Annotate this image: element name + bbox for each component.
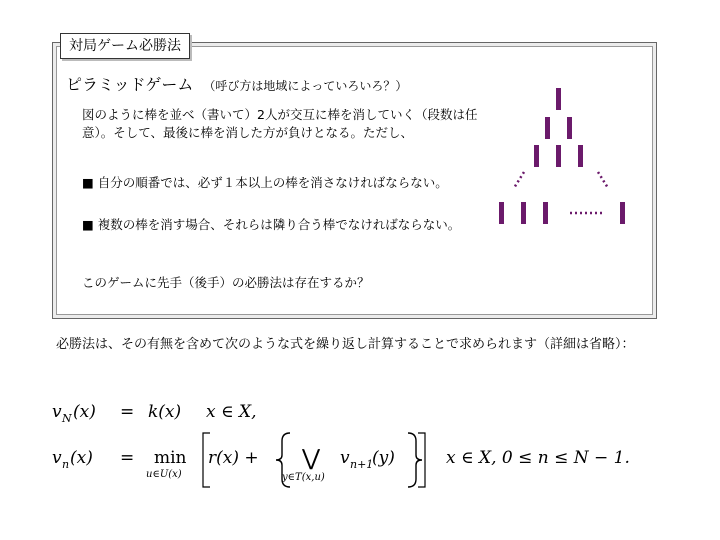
svg-text:⋁: ⋁ — [302, 446, 321, 471]
svg-text:n: n — [62, 458, 70, 471]
svg-text:k(x): k(x) — [148, 402, 182, 422]
question: このゲームに先手（後手）の必勝法は存在するか？ — [82, 275, 370, 290]
box-title: 対局ゲーム必勝法 — [60, 33, 190, 59]
svg-text:(y): (y) — [372, 448, 395, 468]
formula-line-2 — [52, 433, 630, 487]
stick — [620, 202, 625, 224]
heading-title: ピラミッドゲーム — [66, 75, 194, 94]
svg-text:r(x) +: r(x) + — [208, 448, 259, 468]
rule-2: ■ 複数の棒を消す場合、それらは隣り合う棒でなければならない。 — [82, 217, 461, 232]
svg-text:=: = — [120, 448, 135, 468]
svg-text:(x): (x) — [70, 448, 93, 468]
svg-text:=: = — [120, 402, 135, 422]
svg-text:min: min — [154, 448, 187, 468]
pyramid-diagram — [490, 82, 640, 232]
svg-text:x ∈ X,: x ∈ X, — [206, 402, 257, 422]
formula — [50, 395, 670, 495]
stick — [578, 145, 583, 167]
stick — [556, 88, 561, 110]
stick — [521, 202, 526, 224]
rule-1: ■ 自分の順番では、必ず１本以上の棒を消さなければならない。 — [82, 175, 448, 190]
stick — [545, 117, 550, 139]
svg-text:x ∈ X, 0 ≤ n ≤ N − 1.: x ∈ X, 0 ≤ n ≤ N − 1. — [446, 448, 630, 468]
stick — [556, 145, 561, 167]
svg-text:y∈T(x,u): y∈T(x,u) — [282, 472, 325, 483]
formula-line-1 — [52, 402, 257, 425]
svg-text:u∈U(x): u∈U(x) — [146, 469, 182, 480]
svg-text:N: N — [62, 412, 72, 425]
svg-text:v: v — [340, 448, 350, 468]
rules-intro: 図のように棒を並べ（書いて）2人が交互に棒を消していく（段数は任意）。そして、最後に棒を消した方が負けとなる。ただし、 — [82, 107, 478, 140]
svg-text:v: v — [52, 402, 62, 422]
stick — [567, 117, 572, 139]
right-brace — [408, 433, 422, 487]
svg-text:v: v — [52, 448, 62, 468]
stick — [499, 202, 504, 224]
bottom-text: 必勝法は、その有無を含めて次のような式を繰り返し計算することで求められます（詳細は省略）： — [56, 337, 635, 352]
svg-text:(x): (x) — [73, 402, 96, 422]
svg-text:n+1: n+1 — [350, 458, 374, 471]
stick — [543, 202, 548, 224]
heading-note: （呼び方は地域によっていろいろ？） — [203, 79, 408, 93]
ellipsis-left — [514, 172, 524, 188]
heading — [66, 72, 407, 95]
ellipsis-right — [598, 172, 608, 188]
stick — [534, 145, 539, 167]
